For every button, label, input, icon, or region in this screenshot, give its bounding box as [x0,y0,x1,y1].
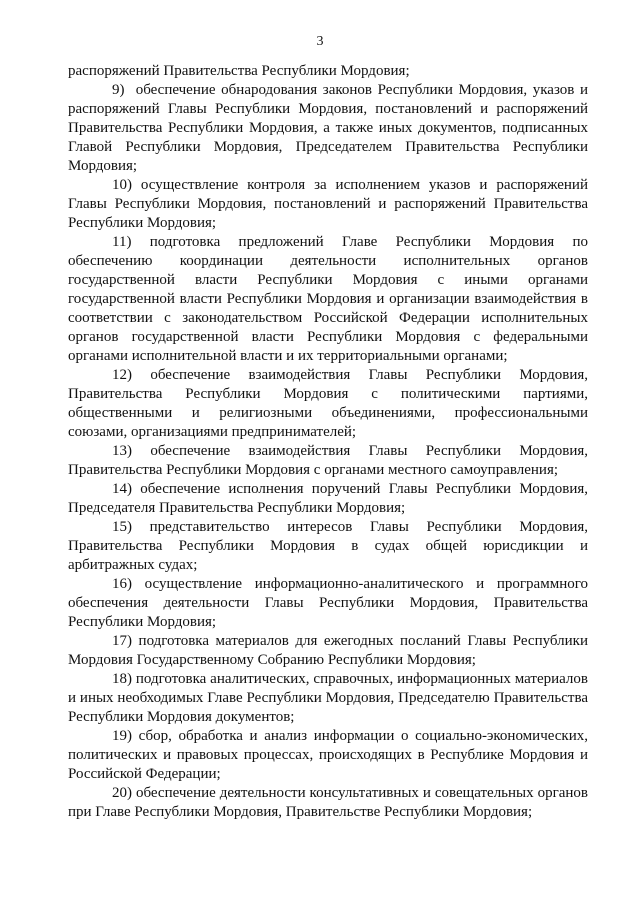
paragraph-item-20: 20) обеспечение деятельности консультативных и совещательных органов при Главе Республики Мордовия, Правительстве Республики Мордовия; [68,785,588,820]
paragraph-continuation: распоряжений Правительства Республики Мордовия; [68,63,410,79]
paragraph-item-11: 11) подготовка предложений Главе Республики Мордовия по обеспечению координации деятельности исполнительных органов государственной власти Республики Мордовия с иными органами государственной власти Республики Мордовия и организации взаимодействия в соответствии с законодательством Российской Федерации исполнительных органов государственной власти Республики Мордовия с федеральными органами исполнительной власти и их территориальными органами; [68,234,588,364]
paragraph-item-15: 15) представительство интересов Главы Республики Мордовия, Правительства Республики Мордовия в судах общей юрисдикции и арбитражных судах; [68,519,588,573]
paragraph-item-12: 12) обеспечение взаимодействия Главы Республики Мордовия, Правительства Республики Мордовия с политическими партиями, общественными и религиозными объединениями, профессиональными союзами, организациями предпринимателей; [68,367,588,440]
paragraph-item-14: 14) обеспечение исполнения поручений Главы Республики Мордовия, Председателя Правительства Республики Мордовия; [68,481,588,516]
document-body [68,62,588,822]
paragraph-item-19: 19) сбор, обработка и анализ информации о социально-экономических, политических и правовых процессах, происходящих в Республике Мордовия и Российской Федерации; [68,728,588,782]
paragraph-item-13: 13) обеспечение взаимодействия Главы Республики Мордовия, Правительства Республики Мордовия с органами местного самоуправления; [68,443,588,478]
paragraph-item-17: 17) подготовка материалов для ежегодных посланий Главы Республики Мордовия Государственному Собранию Республики Мордовия; [68,633,588,668]
page-number: 3 [316,34,324,49]
paragraph-item-18: 18) подготовка аналитических, справочных, информационных материалов и иных необходимых Главе Республики Мордовия, Председателю Правительства Республики Мордовия документов; [68,671,588,725]
paragraph-item-16: 16) осуществление информационно-аналитического и программного обеспечения деятельности Главы Республики Мордовия, Правительства Республики Мордовия; [68,576,588,630]
paragraph-item-10: 10) осуществление контроля за исполнением указов и распоряжений Главы Республики Мордовия, постановлений и распоряжений Правительства Республики Мордовия; [68,177,588,231]
paragraph-item-9: 9) обеспечение обнародования законов Республики Мордовия, указов и распоряжений Главы Республики Мордовия, постановлений и распоряжений Правительства Республики Мордовия, а также иных документов, подписанных Главой Республики Мордовия, Председателем Правительства Республики Мордовия; [68,82,588,174]
